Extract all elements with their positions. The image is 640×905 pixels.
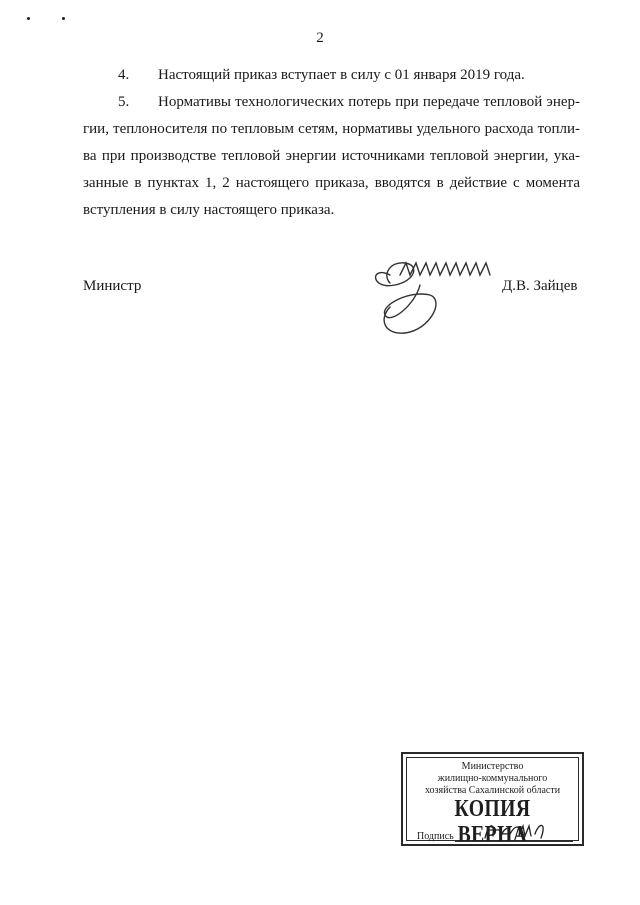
paragraph-5 [83, 89, 580, 224]
stamp-certified-copy-text: КОПИЯ ВЕРНА [454, 796, 531, 848]
scan-speck [62, 17, 65, 20]
paragraph-line: Настоящий приказ вступает в силу с 01 января 2019 года. [158, 67, 525, 83]
stamp-org-line: хозяйства Сахалинской области [424, 785, 561, 796]
stamp-signature [481, 818, 561, 844]
paragraph-4 [83, 62, 580, 89]
signatory-title: Министр [83, 278, 142, 294]
stamp-signature-label: Подпись [417, 831, 454, 842]
paragraph-number: 5. [118, 94, 130, 110]
paragraph-line: Нормативы технологических потерь при передаче тепловой энер- [158, 94, 580, 110]
page-number: 2 [316, 30, 324, 46]
paragraph-line: ва при производстве тепловой энергии источниками тепловой энергии, ука- [83, 148, 580, 164]
paragraph-line: занные в пунктах 1, 2 настоящего приказа, вводятся в действие с момента [83, 175, 580, 191]
certified-copy-stamp [401, 752, 584, 846]
stamp-org-line: жилищно-коммунального [437, 773, 548, 784]
paragraph-line: гии, теплоносителя по тепловым сетям, нормативы удельного расхода топли- [83, 121, 580, 137]
stamp-org-line: Министерство [461, 761, 524, 772]
paragraph-line: вступления в силу настоящего приказа. [83, 202, 335, 218]
handwritten-signature [360, 245, 530, 340]
signatory-name: Д.В. Зайцев [502, 278, 578, 294]
paragraph-number: 4. [118, 67, 130, 83]
scan-speck [27, 17, 30, 20]
